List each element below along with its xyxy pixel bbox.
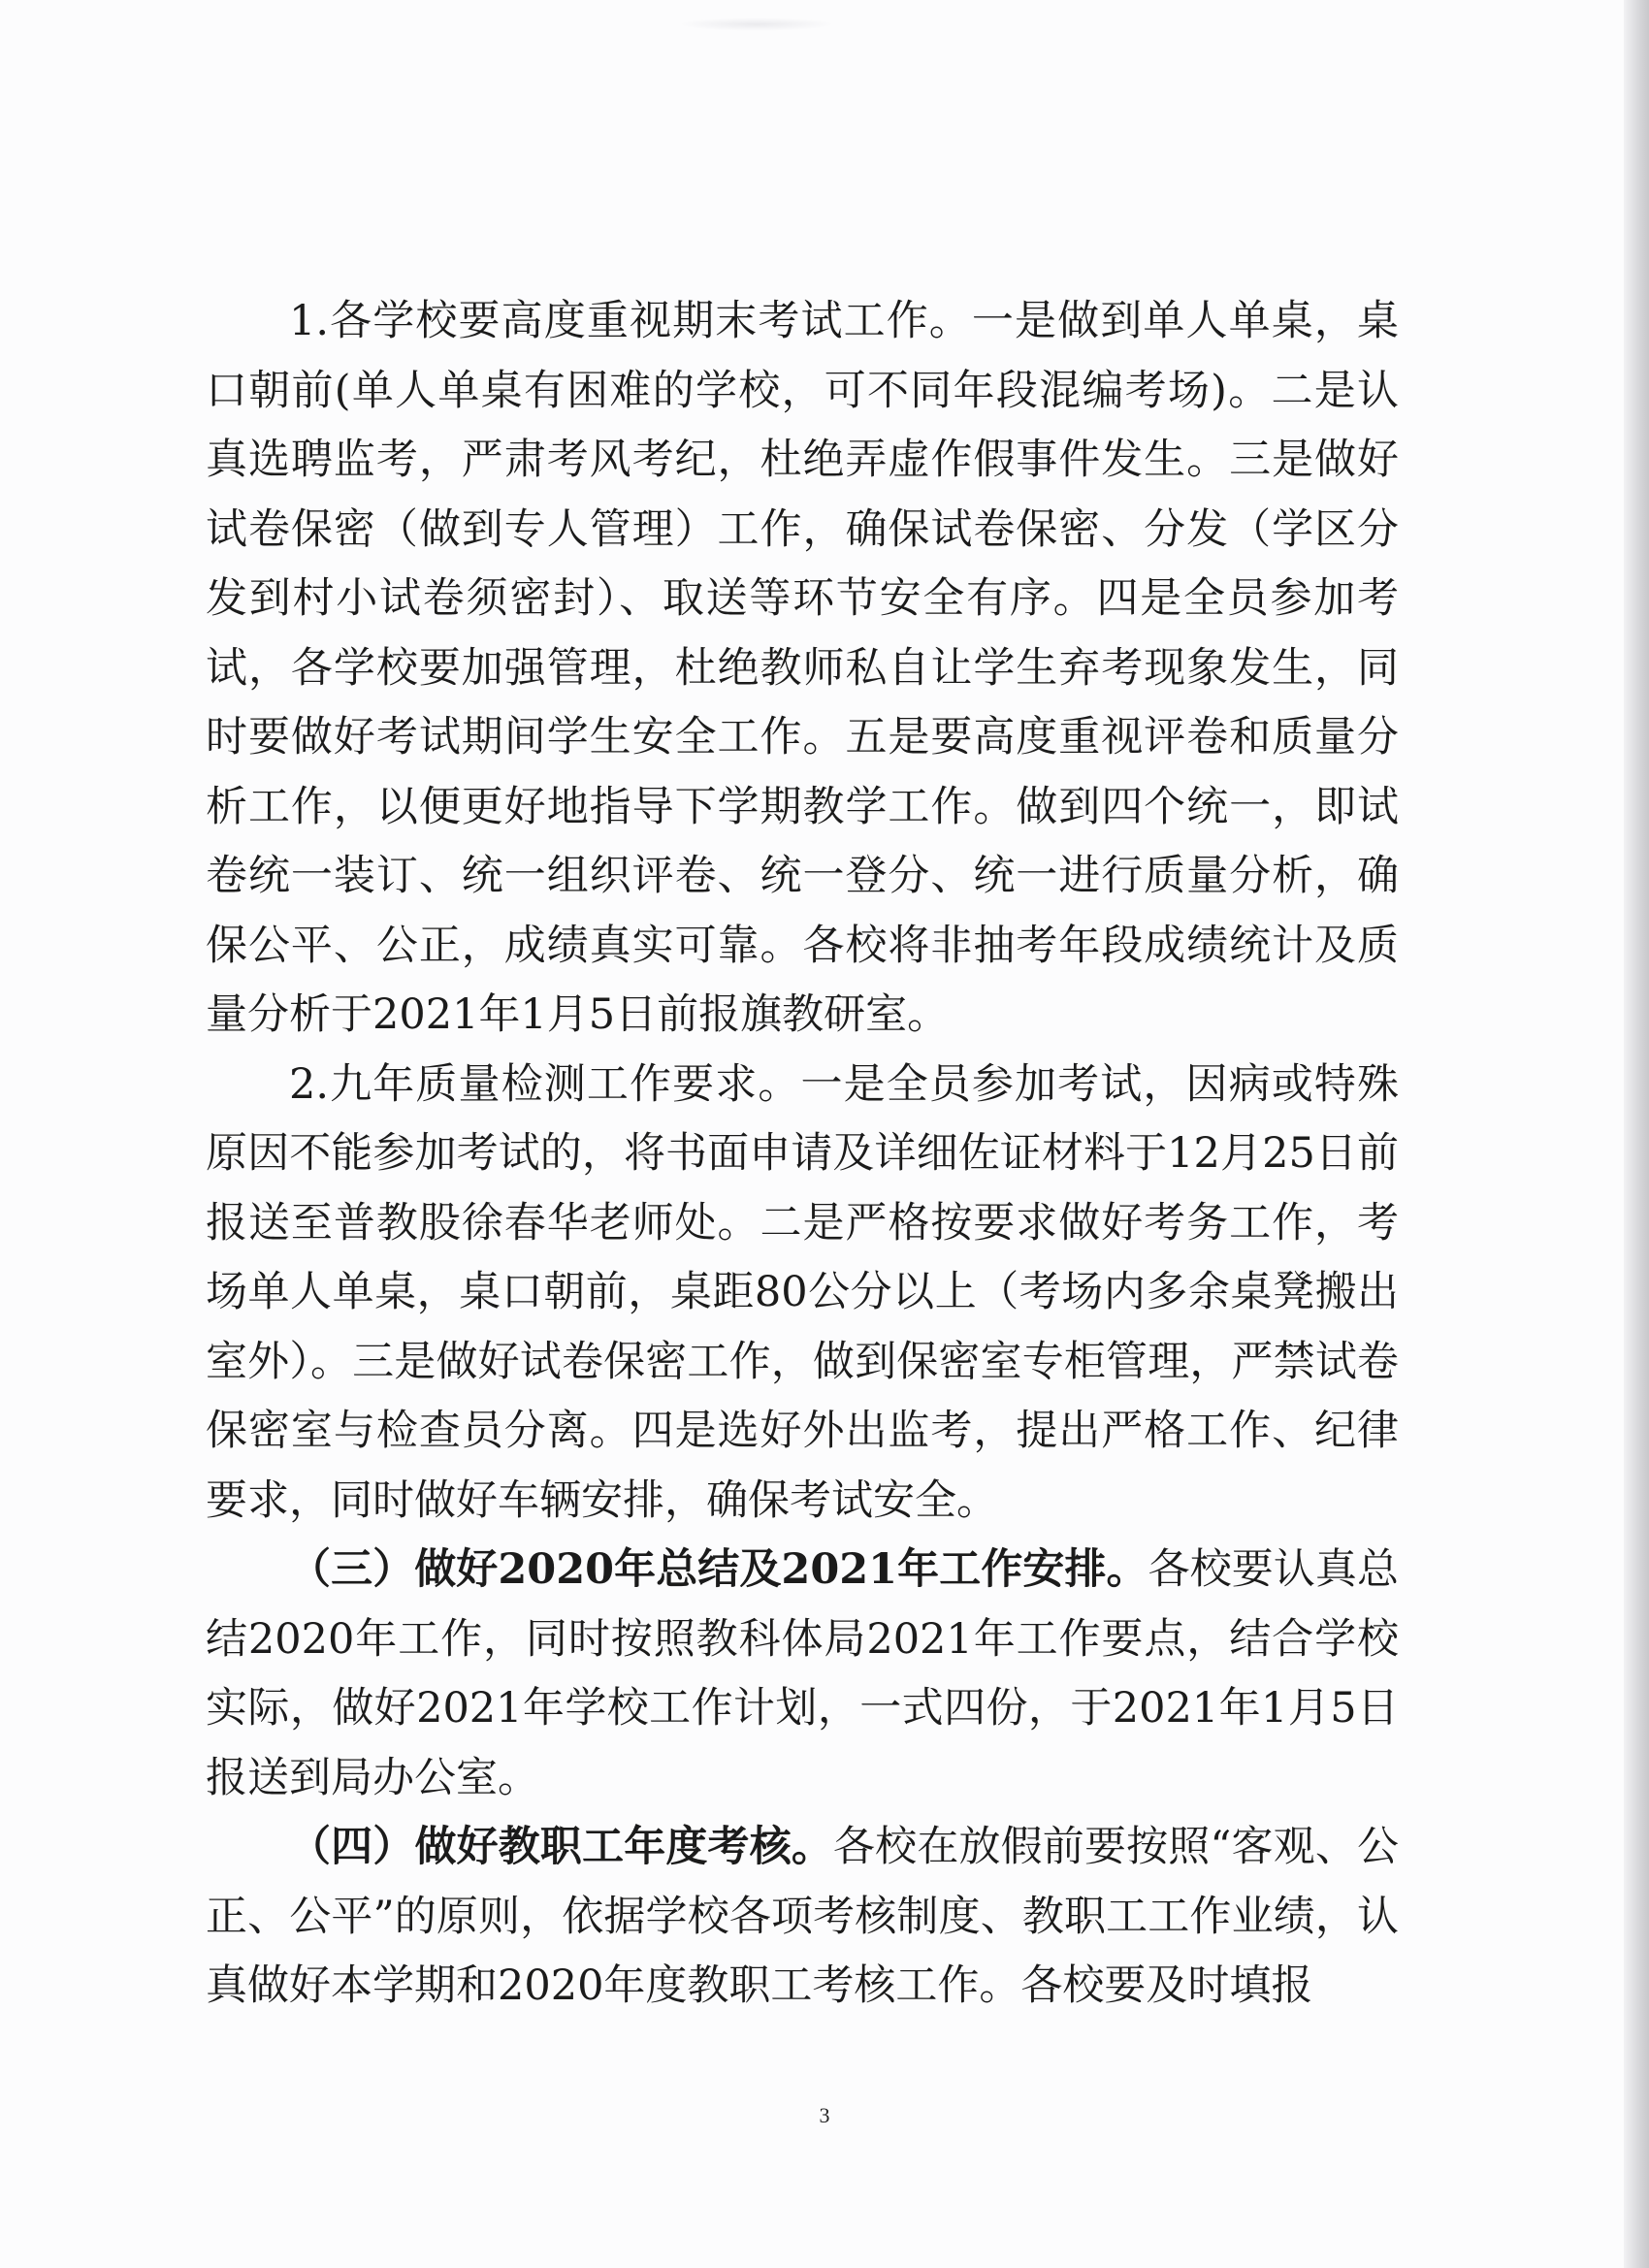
paragraph-staff-assessment	[206, 1813, 1399, 2022]
paragraph-text: 2.九年质量检测工作要求。一是全员参加考试，因病或特殊原因不能参加考试的，将书面申请及详细佐证材料于12月25日前报送至普教股徐春华老师处。二是严格按要求做好考务工作，考场单人单桌，桌口朝前，桌距80公分以上（考场内多余桌凳搬出室外）。三是做好试卷保密工作，做到保密室专柜管理，严禁试卷保密室与检查员分离。四是选好外出监考，提出严格工作、纪律要求，同时做好车辆安排，确保考试安全。	[206, 1059, 1399, 1525]
section-heading: （四）做好教职工年度考核。	[289, 1823, 834, 1871]
document-body	[206, 287, 1399, 2022]
paragraph-text: 1.各学校要高度重视期末考试工作。一是做到单人单桌，桌口朝前(单人单桌有困难的学校，可不同年段混编考场)。二是认真选聘监考，严肃考风考纪，杜绝弄虚作假事件发生。三是做好试卷保密（做到专人管理）工作，确保试卷保密、分发（学区分发到村小试卷须密封）、取送等环节安全有序。四是全员参加考试，各学校要加强管理，杜绝教师私自让学生弃考现象发生，同时要做好考试期间学生安全工作。五是要高度重视评卷和质量分析工作，以便更好地指导下学期教学工作。做到四个统一，即试卷统一装订、统一组织评卷、统一登分、统一进行质量分析，确保公平、公正，成绩真实可靠。各校将非抽考年段成绩统计及质量分析于2021年1月5日前报旗教研室。	[206, 297, 1399, 1039]
scan-smudge	[679, 17, 834, 31]
paragraph-exam-requirements	[206, 287, 1399, 1051]
paragraph-annual-summary	[206, 1536, 1399, 1813]
scan-edge-shadow	[1624, 0, 1649, 2268]
paragraph-text: 各校要认真总结2020年工作，同时按照教科体局2021年工作要点，结合学校实际，做好2021年学校工作计划，一式四份，于2021年1月5日报送到局办公室。	[206, 1545, 1399, 1802]
paragraph-quality-testing	[206, 1051, 1399, 1537]
section-heading: （三）做好2020年总结及2021年工作安排。	[289, 1545, 1148, 1594]
page-number: 3	[819, 2103, 830, 2127]
paragraph-text: 各校在放假前要按照“客观、公正、公平”的原则，依据学校各项考核制度、教职工工作业绩，认真做好本学期和2020年度教职工考核工作。各校要及时填报	[206, 1823, 1400, 2010]
